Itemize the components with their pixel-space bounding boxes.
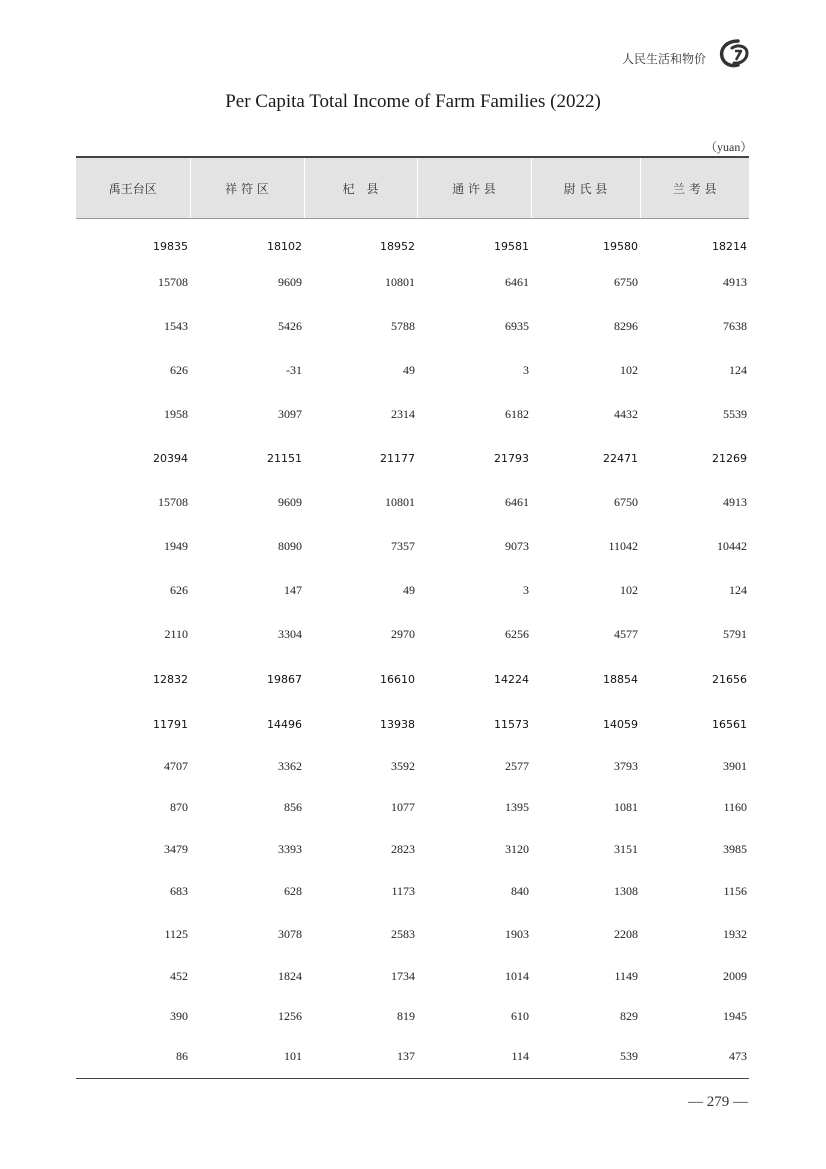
table-cell: 1081 bbox=[614, 800, 638, 814]
table-cell: 6461 bbox=[505, 495, 529, 509]
table-cell: 8296 bbox=[614, 319, 638, 333]
table-cell: 1149 bbox=[614, 968, 638, 983]
table-cell: 819 bbox=[397, 1009, 415, 1023]
table-cell: 3362 bbox=[278, 758, 302, 773]
table-cell: 2009 bbox=[723, 968, 747, 983]
table-cell: 473 bbox=[729, 1049, 747, 1063]
table-cell: 4577 bbox=[614, 627, 638, 641]
table-cell: 610 bbox=[511, 1009, 529, 1023]
table-cell: 8090 bbox=[278, 539, 302, 553]
table-cell: 4913 bbox=[723, 275, 747, 289]
page-number: — 279 — bbox=[688, 1094, 748, 1110]
table-cell: 390 bbox=[170, 1009, 188, 1023]
income-table-container bbox=[76, 156, 749, 1077]
table-row bbox=[76, 613, 749, 657]
table-cell: 10801 bbox=[385, 275, 415, 289]
table-cell: 626 bbox=[170, 363, 188, 377]
table-cell: 102 bbox=[620, 363, 638, 377]
table-cell: 7357 bbox=[391, 539, 415, 553]
income-table bbox=[76, 156, 749, 1077]
table-cell: 7638 bbox=[723, 319, 747, 333]
table-row bbox=[76, 956, 749, 997]
table-row bbox=[76, 393, 749, 437]
table-cell: 683 bbox=[170, 884, 188, 898]
table-cell: 1949 bbox=[164, 539, 188, 553]
table-cell: 626 bbox=[170, 583, 188, 597]
table-cell: 870 bbox=[170, 800, 188, 814]
table-cell: 6935 bbox=[505, 319, 529, 333]
table-row bbox=[76, 997, 749, 1037]
table-row bbox=[76, 525, 749, 569]
table-cell: 11042 bbox=[608, 539, 638, 553]
table-cell: 4913 bbox=[723, 495, 747, 509]
table-cell: 1903 bbox=[505, 926, 529, 941]
section-header: 人民生活和物价 bbox=[621, 52, 706, 66]
table-row bbox=[76, 829, 749, 871]
table-row bbox=[76, 657, 749, 703]
table-row bbox=[76, 871, 749, 913]
table-cell: 1308 bbox=[614, 884, 638, 898]
table-cell: 1173 bbox=[391, 884, 415, 898]
table-cell: 1958 bbox=[164, 407, 188, 421]
table-row bbox=[76, 437, 749, 481]
table-cell: 101 bbox=[284, 1049, 302, 1063]
table-cell: 20394 bbox=[153, 452, 188, 465]
table-cell: 2208 bbox=[614, 926, 638, 941]
table-cell: 3 bbox=[523, 583, 529, 597]
page-title: Per Capita Total Income of Farm Families (2022) bbox=[225, 91, 601, 112]
table-row bbox=[76, 261, 749, 305]
table-row bbox=[76, 746, 749, 787]
table-cell: 11791 bbox=[153, 717, 188, 731]
unit-label: （yuan） bbox=[705, 140, 753, 154]
column-header: 杞 县 bbox=[304, 157, 417, 219]
table-cell: 6256 bbox=[505, 627, 529, 641]
table-cell: 6750 bbox=[614, 495, 638, 509]
table-cell: 14224 bbox=[494, 673, 529, 686]
table-cell: 5791 bbox=[723, 627, 747, 641]
table-cell: 16610 bbox=[380, 673, 415, 686]
table-cell: 22471 bbox=[603, 452, 638, 465]
table-cell: 1077 bbox=[391, 800, 415, 814]
table-cell: 5539 bbox=[723, 407, 747, 421]
column-header: 尉 氏 县 bbox=[531, 157, 640, 219]
table-cell: 2970 bbox=[391, 627, 415, 641]
table-row bbox=[76, 349, 749, 393]
table-cell: 15708 bbox=[158, 495, 188, 509]
table-cell: 1156 bbox=[723, 884, 747, 898]
table-cell: 4432 bbox=[614, 407, 638, 421]
table-bottom-rule bbox=[76, 1078, 749, 1079]
table-cell: 86 bbox=[176, 1049, 188, 1063]
table-cell: 10801 bbox=[385, 495, 415, 509]
table-cell: 3304 bbox=[278, 627, 302, 641]
table-cell: 18952 bbox=[380, 240, 415, 254]
table-cell: 1945 bbox=[723, 1009, 747, 1023]
table-cell: 2110 bbox=[164, 627, 188, 641]
table-cell: 2314 bbox=[391, 407, 415, 421]
table-cell: 3151 bbox=[614, 842, 638, 856]
table-row bbox=[76, 481, 749, 525]
table-cell: 3592 bbox=[391, 758, 415, 773]
table-cell: 1734 bbox=[391, 968, 415, 983]
table-cell: 840 bbox=[511, 884, 529, 898]
table-cell: 5788 bbox=[391, 319, 415, 333]
table-cell: 11573 bbox=[494, 717, 529, 731]
table-cell: 14059 bbox=[603, 717, 638, 731]
table-cell: 2577 bbox=[505, 758, 529, 773]
table-cell: 21151 bbox=[267, 452, 302, 465]
table-cell: 1543 bbox=[164, 319, 188, 333]
table-cell: 147 bbox=[284, 583, 302, 597]
table-row bbox=[76, 569, 749, 613]
table-cell: 6461 bbox=[505, 275, 529, 289]
table-cell: 9073 bbox=[505, 539, 529, 553]
table-cell: 9609 bbox=[278, 495, 302, 509]
table-cell: 19580 bbox=[603, 240, 638, 254]
table-cell: 124 bbox=[729, 583, 747, 597]
table-cell: 21656 bbox=[712, 673, 747, 686]
table-cell: 539 bbox=[620, 1049, 638, 1063]
table-cell: 114 bbox=[511, 1049, 529, 1063]
table-cell: 3901 bbox=[723, 758, 747, 773]
table-cell: 13938 bbox=[380, 717, 415, 731]
column-header: 禹王台区 bbox=[76, 157, 190, 219]
column-header: 通 许 县 bbox=[417, 157, 531, 219]
table-cell: 3793 bbox=[614, 758, 638, 773]
table-cell: 124 bbox=[729, 363, 747, 377]
table-cell: 102 bbox=[620, 583, 638, 597]
table-cell: 15708 bbox=[158, 275, 188, 289]
table-cell: 3078 bbox=[278, 926, 302, 941]
table-cell: 6182 bbox=[505, 407, 529, 421]
table-cell: 137 bbox=[397, 1049, 415, 1063]
table-row bbox=[76, 913, 749, 956]
table-cell: 9609 bbox=[278, 275, 302, 289]
table-cell: 49 bbox=[403, 583, 415, 597]
table-cell: 1125 bbox=[164, 926, 188, 941]
table-row bbox=[76, 219, 749, 261]
table-row bbox=[76, 305, 749, 349]
table-cell: 21793 bbox=[494, 452, 529, 465]
column-header: 兰 考 县 bbox=[640, 157, 749, 219]
table-cell: 5426 bbox=[278, 319, 302, 333]
table-cell: 49 bbox=[403, 363, 415, 377]
table-row bbox=[76, 703, 749, 746]
table-cell: 18214 bbox=[712, 240, 747, 254]
table-cell: 829 bbox=[620, 1009, 638, 1023]
table-cell: 3097 bbox=[278, 407, 302, 421]
table-header-row bbox=[76, 157, 749, 219]
publication-logo bbox=[716, 38, 752, 70]
table-cell: 2823 bbox=[391, 842, 415, 856]
table-cell: 3120 bbox=[505, 842, 529, 856]
table-cell: 4707 bbox=[164, 758, 188, 773]
table-cell: 1932 bbox=[723, 926, 747, 941]
table-body bbox=[76, 219, 749, 1077]
column-header: 祥 符 区 bbox=[190, 157, 304, 219]
table-cell: 452 bbox=[170, 968, 188, 983]
table-cell: 18102 bbox=[267, 240, 302, 254]
table-cell: 2583 bbox=[391, 926, 415, 941]
table-cell: 1395 bbox=[505, 800, 529, 814]
table-cell: 1014 bbox=[505, 968, 529, 983]
table-cell: 1256 bbox=[278, 1009, 302, 1023]
table-cell: 21269 bbox=[712, 452, 747, 465]
table-row bbox=[76, 787, 749, 829]
table-row bbox=[76, 1037, 749, 1077]
table-cell: 3985 bbox=[723, 842, 747, 856]
table-cell: 21177 bbox=[380, 452, 415, 465]
table-cell: 19835 bbox=[153, 240, 188, 254]
table-cell: 1160 bbox=[723, 800, 747, 814]
table-cell: 18854 bbox=[603, 673, 638, 686]
table-cell: 856 bbox=[284, 800, 302, 814]
table-cell: 3393 bbox=[278, 842, 302, 856]
table-cell: -31 bbox=[286, 363, 302, 377]
table-cell: 19581 bbox=[494, 240, 529, 254]
table-cell: 12832 bbox=[153, 673, 188, 686]
table-cell: 3479 bbox=[164, 842, 188, 856]
table-cell: 16561 bbox=[712, 717, 747, 731]
table-cell: 6750 bbox=[614, 275, 638, 289]
table-cell: 1824 bbox=[278, 968, 302, 983]
table-cell: 14496 bbox=[267, 717, 302, 731]
table-cell: 3 bbox=[523, 363, 529, 377]
table-cell: 10442 bbox=[717, 539, 747, 553]
table-cell: 19867 bbox=[267, 673, 302, 686]
table-cell: 628 bbox=[284, 884, 302, 898]
